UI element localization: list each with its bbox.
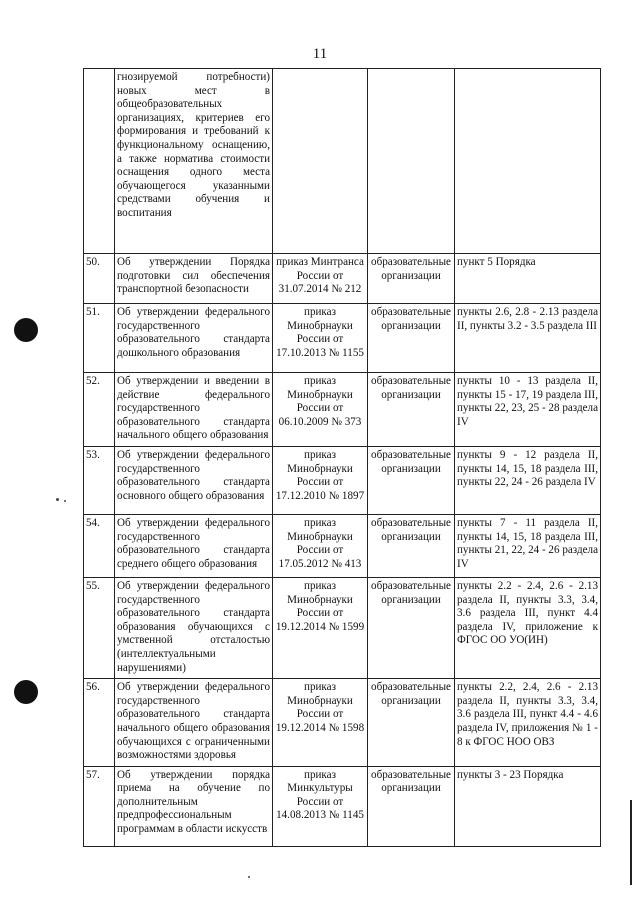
row-document-title: Об утверждении федерального государственного образовательного стандарта основного общего образования — [115, 446, 273, 514]
row-requirements: пункты 2.2 - 2.4, 2.6 - 2.13 раздела II, пункты 3.3, 3.4, 3.6 раздела III, пункт 4.4 раздела IV, приложение к ФГОС ОО УО(ИН) — [455, 577, 601, 678]
row-legal-act: приказ Минобрнауки России от 17.10.2013 № 1155 — [273, 304, 368, 373]
table-row — [84, 304, 601, 373]
row-subject: образовательные организации — [368, 577, 455, 678]
row-requirements: пункты 7 - 11 раздела II, пункты 14, 15, 18 раздела III, пункты 21, 22, 24 - 26 раздела IV — [455, 514, 601, 577]
row-legal-act: приказ Минобрнауки России от 19.12.2014 № 1598 — [273, 679, 368, 767]
row-legal-act: приказ Минобрнауки России от 17.05.2012 № 413 — [273, 514, 368, 577]
table-body — [84, 69, 601, 847]
scan-speck — [56, 498, 59, 501]
row-number: 52. — [84, 373, 115, 447]
row-legal-act: приказ Минтранса России от 31.07.2014 № 212 — [273, 254, 368, 304]
scan-speck — [248, 876, 250, 878]
row-legal-act: приказ Минобрнауки России от 19.12.2014 № 1599 — [273, 577, 368, 678]
row-subject: образовательные организации — [368, 514, 455, 577]
row-subject: образовательные организации — [368, 766, 455, 846]
row-subject: образовательные организации — [368, 679, 455, 767]
row-number: 50. — [84, 254, 115, 304]
table-row — [84, 766, 601, 846]
row-requirements: пункты 10 - 13 раздела II, пункты 15 - 17, 19 раздела III, пункты 22, 23, 25 - 28 раздела IV — [455, 373, 601, 447]
row-legal-act: приказ Минобрнауки России от 06.10.2009 № 373 — [273, 373, 368, 447]
row-requirements: пункты 3 - 23 Порядка — [455, 766, 601, 846]
row-document-title: Об утверждении федерального государственного образовательного стандарта среднего общего образования — [115, 514, 273, 577]
row-subject: образовательные организации — [368, 373, 455, 447]
row-subject: образовательные организации — [368, 446, 455, 514]
scan-speck — [64, 500, 66, 502]
row-requirements: пункты 2.6, 2.8 - 2.13 раздела II, пункты 3.2 - 3.5 раздела III — [455, 304, 601, 373]
row-number — [84, 69, 115, 254]
table-row — [84, 446, 601, 514]
row-number: 57. — [84, 766, 115, 846]
requirements-table — [83, 68, 601, 847]
table-row — [84, 514, 601, 577]
table-row — [84, 254, 601, 304]
row-document-title: Об утверждении порядка приема на обучение по дополнительным предпрофессиональным программам в области искусств — [115, 766, 273, 846]
row-requirements: пункт 5 Порядка — [455, 254, 601, 304]
row-requirements: пункты 2.2, 2.4, 2.6 - 2.13 раздела II, пункты 3.3, 3.4, 3.6 раздела III, пункт 4.4 - 4.6 раздела IV, приложения № 1 - 8 к ФГОС НОО ОВЗ — [455, 679, 601, 767]
page-number: 11 — [312, 46, 328, 62]
row-subject: образовательные организации — [368, 254, 455, 304]
row-number: 53. — [84, 446, 115, 514]
row-legal-act: приказ Минкультуры России от 14.08.2013 № 1145 — [273, 766, 368, 846]
row-document-title: гнозируемой потребности) новых мест в общеобразовательных организациях, критериев его формирования и требований к функциональному оснащению, а также норматива стоимости оснащения одного места обучающегося указанными средствами обучения и воспитания — [115, 69, 273, 254]
row-subject — [368, 69, 455, 254]
row-requirements — [455, 69, 601, 254]
row-requirements: пункты 9 - 12 раздела II, пункты 14, 15, 18 раздела III, пункты 22, 24 - 26 раздела IV — [455, 446, 601, 514]
hole-punch-bottom — [14, 680, 38, 704]
row-document-title: Об утверждении федерального государственного образовательного стандарта образования обучающихся с умственной отсталостью (интеллектуальными нарушениями) — [115, 577, 273, 678]
row-document-title: Об утверждении Порядка подготовки сил обеспечения транспортной безопасности — [115, 254, 273, 304]
table-row — [84, 373, 601, 447]
row-subject: образовательные организации — [368, 304, 455, 373]
table-row — [84, 69, 601, 254]
row-document-title: Об утверждении и введении в действие федерального государственного образовательного стандарта начального общего образования — [115, 373, 273, 447]
row-document-title: Об утверждении федерального государственного образовательного стандарта дошкольного образования — [115, 304, 273, 373]
row-number: 56. — [84, 679, 115, 767]
table-row — [84, 679, 601, 767]
row-document-title: Об утверждении федерального государственного образовательного стандарта начального общего образования обучающихся с ограниченными возможностями здоровья — [115, 679, 273, 767]
scan-edge-line — [630, 800, 632, 885]
row-legal-act — [273, 69, 368, 254]
row-legal-act: приказ Минобрнауки России от 17.12.2010 № 1897 — [273, 446, 368, 514]
hole-punch-top — [14, 318, 38, 342]
row-number: 55. — [84, 577, 115, 678]
row-number: 54. — [84, 514, 115, 577]
table-row — [84, 577, 601, 678]
row-number: 51. — [84, 304, 115, 373]
